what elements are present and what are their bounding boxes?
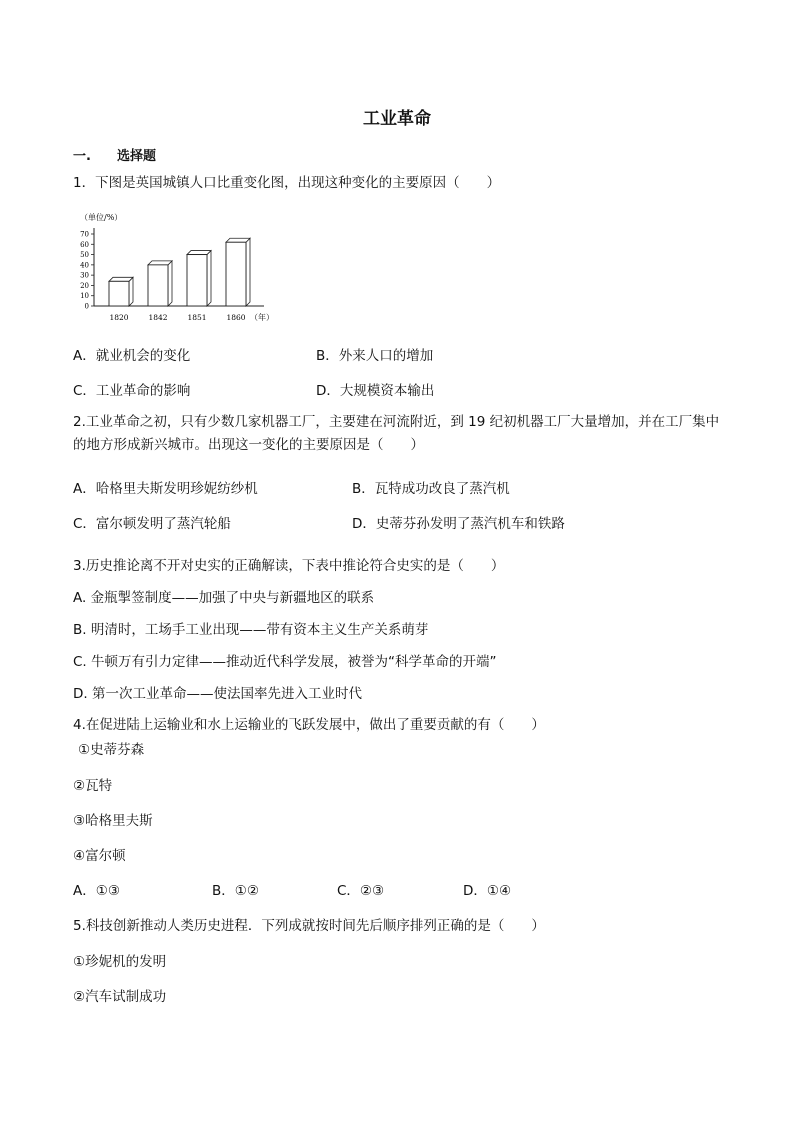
urban-population-bar-chart <box>76 206 276 328</box>
chart-bar-top <box>226 238 250 242</box>
question-5-stem: 5.科技创新推动人类历史进程．下列成就按时间先后顺序排列正确的是（ ） <box>73 918 545 934</box>
page-title: 工业革命 <box>363 109 431 129</box>
q4-option-d[interactable]: D．①④ <box>463 883 512 899</box>
q2-option-b[interactable]: B．瓦特成功改良了蒸汽机 <box>352 481 510 497</box>
q2-option-a[interactable]: A．哈格里夫斯发明珍妮纺纱机 <box>73 481 258 497</box>
question-3-stem: 3.历史推论离不开对史实的正确解读，下表中推论符合史实的是（ ） <box>73 558 505 574</box>
q3-option-c[interactable]: C. 牛顿万有引力定律——推动近代科学发展，被誉为“科学革命的开端” <box>73 654 497 670</box>
question-2-stem: 2.工业革命之初，只有少数几家机器工厂，主要建在河流附近，到 19 纪初机器工厂大量增加，并在工厂集中的地方形成新兴城市。出现这一变化的主要原因是（ ） <box>73 414 720 453</box>
chart-category-label: 1860 <box>226 313 246 322</box>
section-heading: 一. 选择题 <box>73 149 156 164</box>
chart-category-label: 1842 <box>148 313 168 322</box>
chart-bar <box>109 281 129 306</box>
q4-option-a[interactable]: A．①③ <box>73 883 120 899</box>
chart-y-unit-label: （单位/%） <box>80 213 123 222</box>
chart-bar-top <box>187 251 211 255</box>
chart-y-tick-label: 10 <box>80 292 89 301</box>
q4-option-c[interactable]: C．②③ <box>337 883 385 899</box>
chart-y-tick-label: 0 <box>84 302 89 311</box>
q4-item-2: ②瓦特 <box>73 778 113 794</box>
chart-bar-top <box>109 277 133 281</box>
q3-option-b[interactable]: B. 明清时，工场手工业出现——带有资本主义生产关系萌芽 <box>73 622 429 638</box>
q2-option-d[interactable]: D．史蒂芬孙发明了蒸汽机车和铁路 <box>352 516 565 532</box>
chart-category-label: 1851 <box>187 313 207 322</box>
q5-item-2: ②汽车试制成功 <box>73 989 167 1005</box>
chart-category-label: 1820 <box>109 313 129 322</box>
q4-item-4: ④富尔顿 <box>73 848 126 864</box>
chart-bar-side <box>207 251 211 306</box>
chart-bar-top <box>148 261 172 265</box>
q2-option-c[interactable]: C．富尔顿发明了蒸汽轮船 <box>73 516 231 532</box>
q4-item-1: ①史蒂芬森 <box>78 742 145 758</box>
chart-bar-side <box>168 261 172 306</box>
chart-bar-side <box>129 277 133 306</box>
chart-bar <box>148 265 168 306</box>
q1-option-d[interactable]: D．大规模资本输出 <box>316 383 435 399</box>
chart-y-tick-label: 60 <box>80 240 89 249</box>
q3-option-a[interactable]: A. 金瓶掣签制度——加强了中央与新疆地区的联系 <box>73 590 375 606</box>
question-4-stem: 4.在促进陆上运输业和水上运输业的飞跃发展中，做出了重要贡献的有（ ） <box>73 717 545 733</box>
chart-bar <box>226 242 246 306</box>
chart-bar <box>187 255 207 306</box>
q4-option-b[interactable]: B．①② <box>212 883 259 899</box>
chart-y-tick-label: 70 <box>80 230 89 239</box>
q1-option-b[interactable]: B．外来人口的增加 <box>316 348 434 364</box>
chart-y-tick-label: 30 <box>80 271 89 280</box>
q1-option-c[interactable]: C．工业革命的影响 <box>73 383 191 399</box>
chart-x-unit-label: （年） <box>250 313 274 322</box>
q5-item-1: ①珍妮机的发明 <box>73 954 167 970</box>
chart-y-tick-label: 50 <box>80 251 89 260</box>
q4-item-3: ③哈格里夫斯 <box>73 813 153 829</box>
chart-y-tick-label: 20 <box>80 281 89 290</box>
chart-bar-side <box>246 238 250 306</box>
q3-option-d[interactable]: D. 第一次工业革命——使法国率先进入工业时代 <box>73 686 362 702</box>
question-1-stem: 1．下图是英国城镇人口比重变化图，出现这种变化的主要原因（ ） <box>73 175 501 191</box>
chart-y-tick-label: 40 <box>80 261 89 270</box>
q1-option-a[interactable]: A．就业机会的变化 <box>73 348 191 364</box>
